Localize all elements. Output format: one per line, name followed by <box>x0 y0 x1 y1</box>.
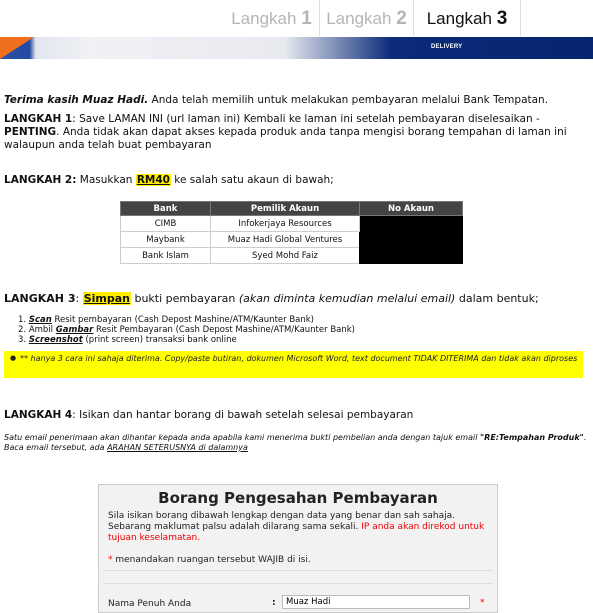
header-bank: Bank <box>121 202 211 216</box>
account-no-redacted <box>360 216 463 264</box>
bank-cell: Bank Islam <box>121 248 211 264</box>
delivery-label: DELIVERY <box>431 44 463 50</box>
step4-text: : Isikan dan hantar borang di bawah setelah selesai pembayaran <box>72 409 414 421</box>
step1-text2: . Anda tidak akan dapat akses kepada produk anda tanpa mengisi borang tempahan di laman ini walaupun anda telah buat pembayaran <box>4 126 567 151</box>
step3-text3: dalam bentuk; <box>455 292 539 305</box>
step1-label: LANGKAH 1 <box>4 113 73 125</box>
step-3-number: 3 <box>496 8 508 29</box>
intro-body: Anda telah memilih untuk melakukan pembayaran melalui Bank Tempatan. <box>148 94 549 106</box>
label-colon: : <box>272 598 276 608</box>
method-key: Screenshot <box>28 335 83 345</box>
next-instructions-text: ARAHAN SETERUSNYA di dalamnya <box>107 443 248 452</box>
email-note <box>4 433 589 453</box>
step2-text2: ke salah satu akaun di bawah; <box>170 174 334 186</box>
email-subject: "RE:Tempahan Produk" <box>479 433 584 442</box>
form-title: Borang Pengesahan Pembayaran <box>158 489 438 507</box>
method-key: Gambar <box>55 325 94 335</box>
bank-cell: Maybank <box>121 232 211 248</box>
payment-confirmation-form <box>98 484 498 613</box>
form-desc-warning: IP anda akan direkod untuk tujuan keselamatan. <box>108 522 485 543</box>
orange-accent-shape <box>0 37 34 59</box>
step4-label: LANGKAH 4 <box>4 409 73 421</box>
step-1-word: Langkah <box>231 9 297 28</box>
step-3-word: Langkah <box>426 9 492 28</box>
required-star: * <box>480 598 485 608</box>
step-2-tab <box>319 0 413 36</box>
step1-instruction <box>4 113 589 152</box>
header-owner: Pemilik Akaun <box>211 202 360 216</box>
required-star: * <box>108 555 113 565</box>
simpan-highlight: Simpan <box>83 292 130 305</box>
intro-text <box>4 94 589 107</box>
method-pre: Ambil <box>28 325 56 335</box>
bank-account-table <box>120 201 463 264</box>
step-1-tab <box>225 0 318 36</box>
bullet-icon: ● <box>10 354 17 362</box>
step3-italic: (akan diminta kemudian melalui email) <box>238 292 456 305</box>
full-name-input[interactable] <box>282 595 470 609</box>
divider <box>103 583 493 584</box>
list-num: 3. <box>18 335 27 345</box>
list-item <box>18 315 355 325</box>
owner-cell: Infokerjaya Resources <box>211 216 360 232</box>
method-text: (print screen) transaksi bank online <box>82 335 237 345</box>
warning-text: ** hanya 3 cara ini sahaja diterima. Copy/paste butiran, dokumen Microsoft Word, text document TIDAK DITERIMA dan tidak akan diproses <box>20 354 578 363</box>
list-num: 1. <box>18 315 27 325</box>
step2-instruction <box>4 174 589 187</box>
amount-highlight: RM40 <box>136 174 170 186</box>
step2-text1: Masukkan <box>76 174 136 186</box>
table-row <box>121 216 463 232</box>
warning-box <box>4 351 583 378</box>
table-header-row <box>121 202 463 216</box>
email-note-text1: Satu email penerimaan akan dihantar kepada anda apabila kami menerima bukti pembelian anda dengan tajuk email <box>4 433 480 442</box>
method-text: Resit pembayaran (Cash Depost Mashine/ATM/Kaunter Bank) <box>51 315 314 325</box>
list-item <box>18 335 355 345</box>
full-name-label: Nama Penuh Anda <box>108 599 192 609</box>
method-text: Resit Pembayaran (Cash Depost Mashine/ATM/Kaunter Bank) <box>93 325 355 335</box>
step3-label: LANGKAH 3 <box>4 292 76 305</box>
header-banner <box>0 37 593 59</box>
step-tabs <box>0 0 593 36</box>
step-2-number: 2 <box>396 8 407 29</box>
required-note <box>108 555 311 565</box>
list-item <box>18 325 355 335</box>
form-desc-text: Sila isikan borang dibawah lengkap dengan data yang benar dan sah sahaja. Sebarang maklumat palsu adalah dilarang sama sekali. <box>108 511 455 532</box>
header-account-no: No Akaun <box>360 202 463 216</box>
thanks-text: Terima kasih Muaz Hadi. <box>4 94 149 106</box>
penting-label: PENTING <box>4 126 57 138</box>
step-1-number: 1 <box>301 8 312 29</box>
step3-text1: : <box>75 292 83 305</box>
step1-text: : Save LAMAN INI (url laman ini) Kembali ke laman ini setelah pembayaran diselesaikan - <box>72 113 540 125</box>
step3-text2: bukti pembayaran <box>130 292 239 305</box>
step-2-word: Langkah <box>326 9 392 28</box>
method-key: Scan <box>28 315 52 325</box>
step2-label: LANGKAH 2: <box>4 174 77 186</box>
list-num: 2. <box>18 325 27 335</box>
email-note-text2: . Baca email tersebut, ada <box>4 433 587 452</box>
step-3-tab-active <box>413 0 521 36</box>
step3-instruction <box>4 292 589 305</box>
proof-methods-list <box>18 315 355 345</box>
owner-cell: Syed Mohd Faiz <box>211 248 360 264</box>
step4-instruction <box>4 409 589 422</box>
required-text: menandakan ruangan tersebut WAJIB di isi. <box>112 555 311 565</box>
form-description <box>108 511 488 544</box>
owner-cell: Muaz Hadi Global Ventures <box>211 232 360 248</box>
divider <box>103 570 493 571</box>
bank-cell: CIMB <box>121 216 211 232</box>
